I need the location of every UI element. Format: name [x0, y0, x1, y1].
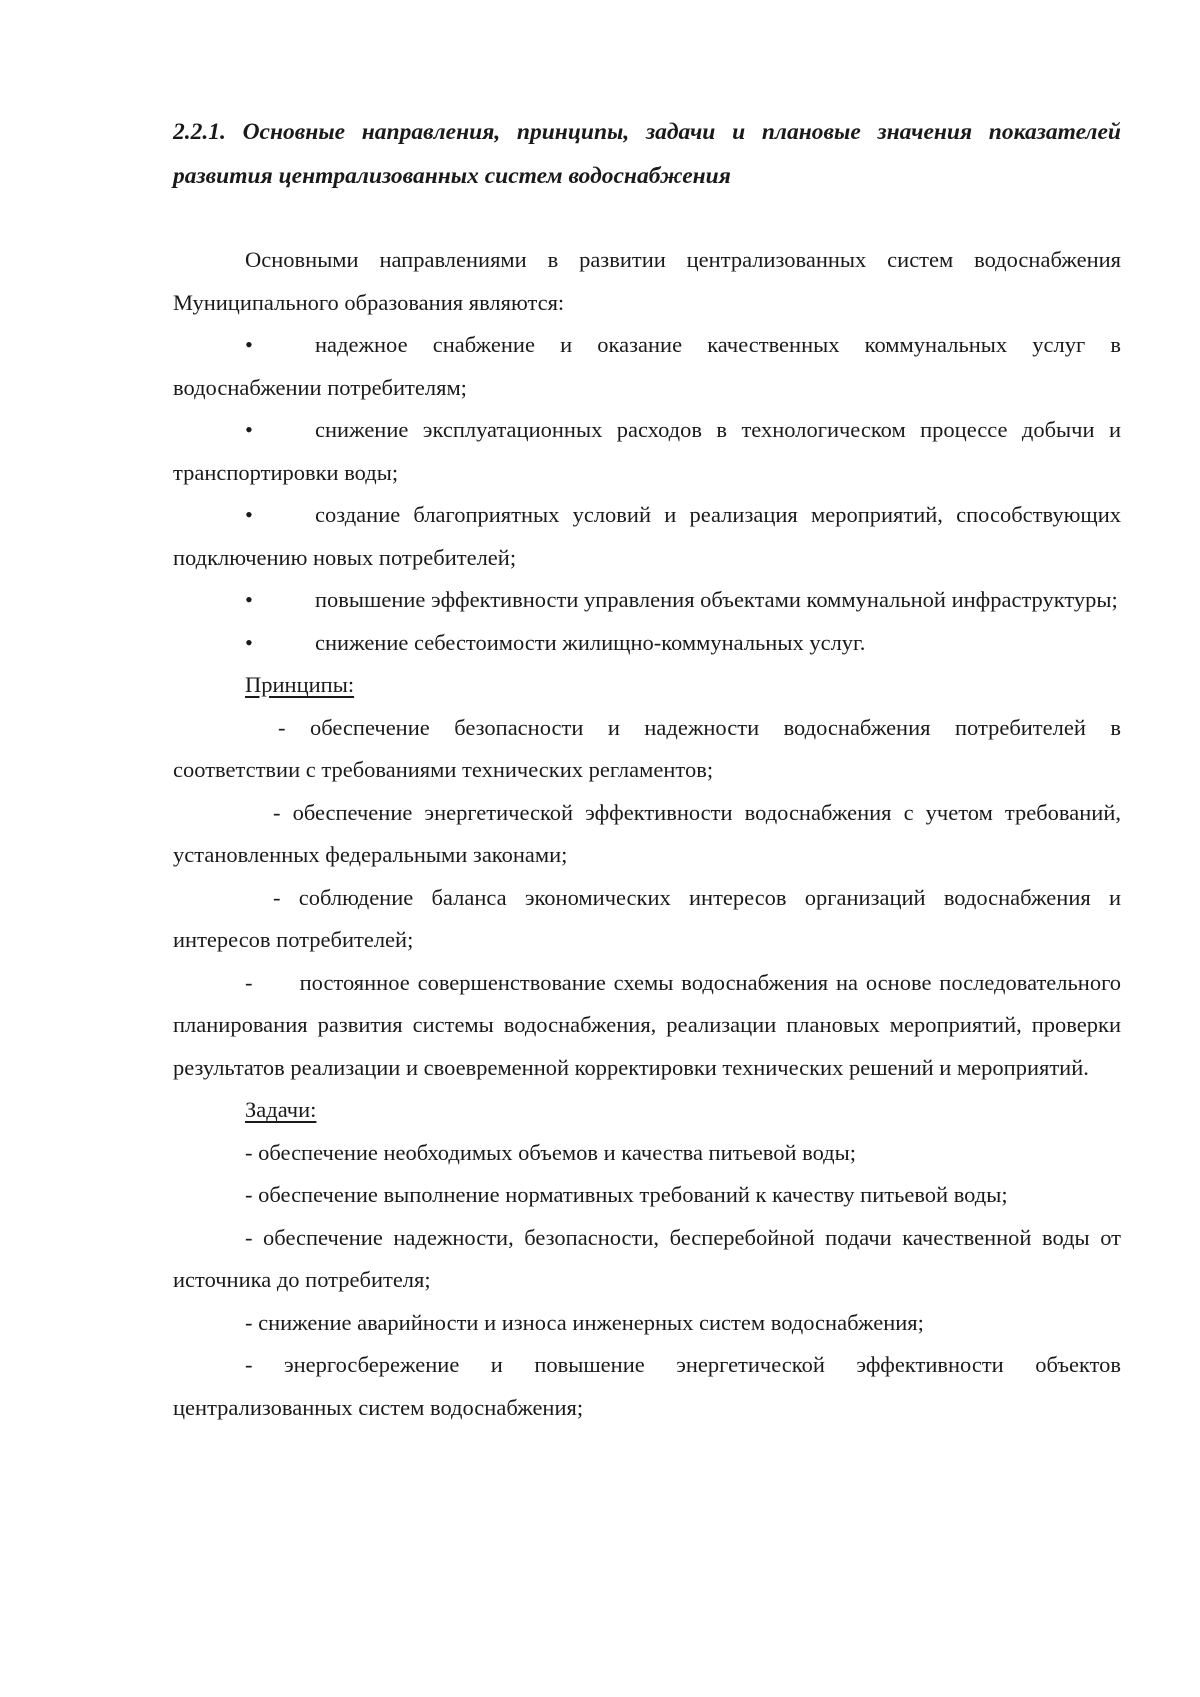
- bullet-icon: •: [245, 417, 253, 442]
- section-heading: 2.2.1. Основные направления, принципы, задачи и плановые значения показателей развития централизованных систем водоснабжения: [173, 119, 1121, 189]
- tasks-label: Задачи:: [245, 1097, 317, 1122]
- list-item-text: - постоянное совершенствование схемы водоснабжения на основе последовательного планирования развития системы водоснабжения, реализации плановых мероприятий, проверки результатов реализации и своевременной корректировки технических решений и мероприятий.: [173, 969, 1127, 1080]
- tasks-list: [173, 1132, 1121, 1430]
- list-item: - обеспечение надежности, безопасности, бесперебойной подачи качественной воды от источника до потребителя;: [173, 1224, 1121, 1292]
- list-item: - соблюдение баланса экономических интересов организаций водоснабжения и интересов потребителей;: [173, 884, 1121, 952]
- list-item: [173, 409, 1121, 494]
- list-item: [173, 494, 1121, 579]
- list-item: - обеспечение выполнение нормативных требований к качеству питьевой воды;: [245, 1182, 1008, 1207]
- intro-paragraph: Основными направлениями в развитии централизованных систем водоснабжения Муниципального образования являются:: [173, 247, 1121, 315]
- list-item: [173, 579, 1121, 622]
- list-item-text: снижение эксплуатационных расходов в технологическом процессе добычи и транспортировки воды;: [173, 417, 1121, 485]
- list-item: - обеспечение безопасности и надежности водоснабжения потребителей в соответствии с требованиями технических регламентов;: [173, 714, 1121, 782]
- list-item-text: повышение эффективности управления объектами коммунальной инфраструктуры;: [315, 587, 1118, 612]
- bullet-icon: •: [245, 587, 253, 612]
- list-item: - обеспечение необходимых объемов и качества питьевой воды;: [245, 1139, 856, 1165]
- document-page: [173, 110, 1127, 1429]
- list-item: - энергосбережение и повышение энергетической эффективности объектов централизованных систем водоснабжения;: [173, 1352, 1121, 1420]
- bullet-icon: •: [245, 629, 253, 655]
- principles-label: Принципы:: [245, 672, 355, 697]
- principles-list: [173, 707, 1127, 1090]
- bullet-icon: •: [245, 332, 253, 357]
- list-item: - обеспечение энергетической эффективности водоснабжения с учетом требований, установленных федеральными законами;: [173, 799, 1121, 867]
- list-item-text: снижение себестоимости жилищно-коммунальных услуг.: [315, 629, 866, 655]
- list-item: - снижение аварийности и износа инженерных систем водоснабжения;: [245, 1309, 924, 1335]
- bullet-icon: •: [245, 502, 253, 527]
- directions-list: [173, 324, 1121, 664]
- list-item: [173, 622, 1121, 665]
- list-item: [173, 324, 1121, 409]
- list-item-text: надежное снабжение и оказание качественных коммунальных услуг в водоснабжении потребителям;: [173, 332, 1121, 400]
- list-item-text: создание благоприятных условий и реализация мероприятий, способствующих подключению новых потребителей;: [173, 502, 1121, 570]
- list-item: [173, 962, 1127, 1090]
